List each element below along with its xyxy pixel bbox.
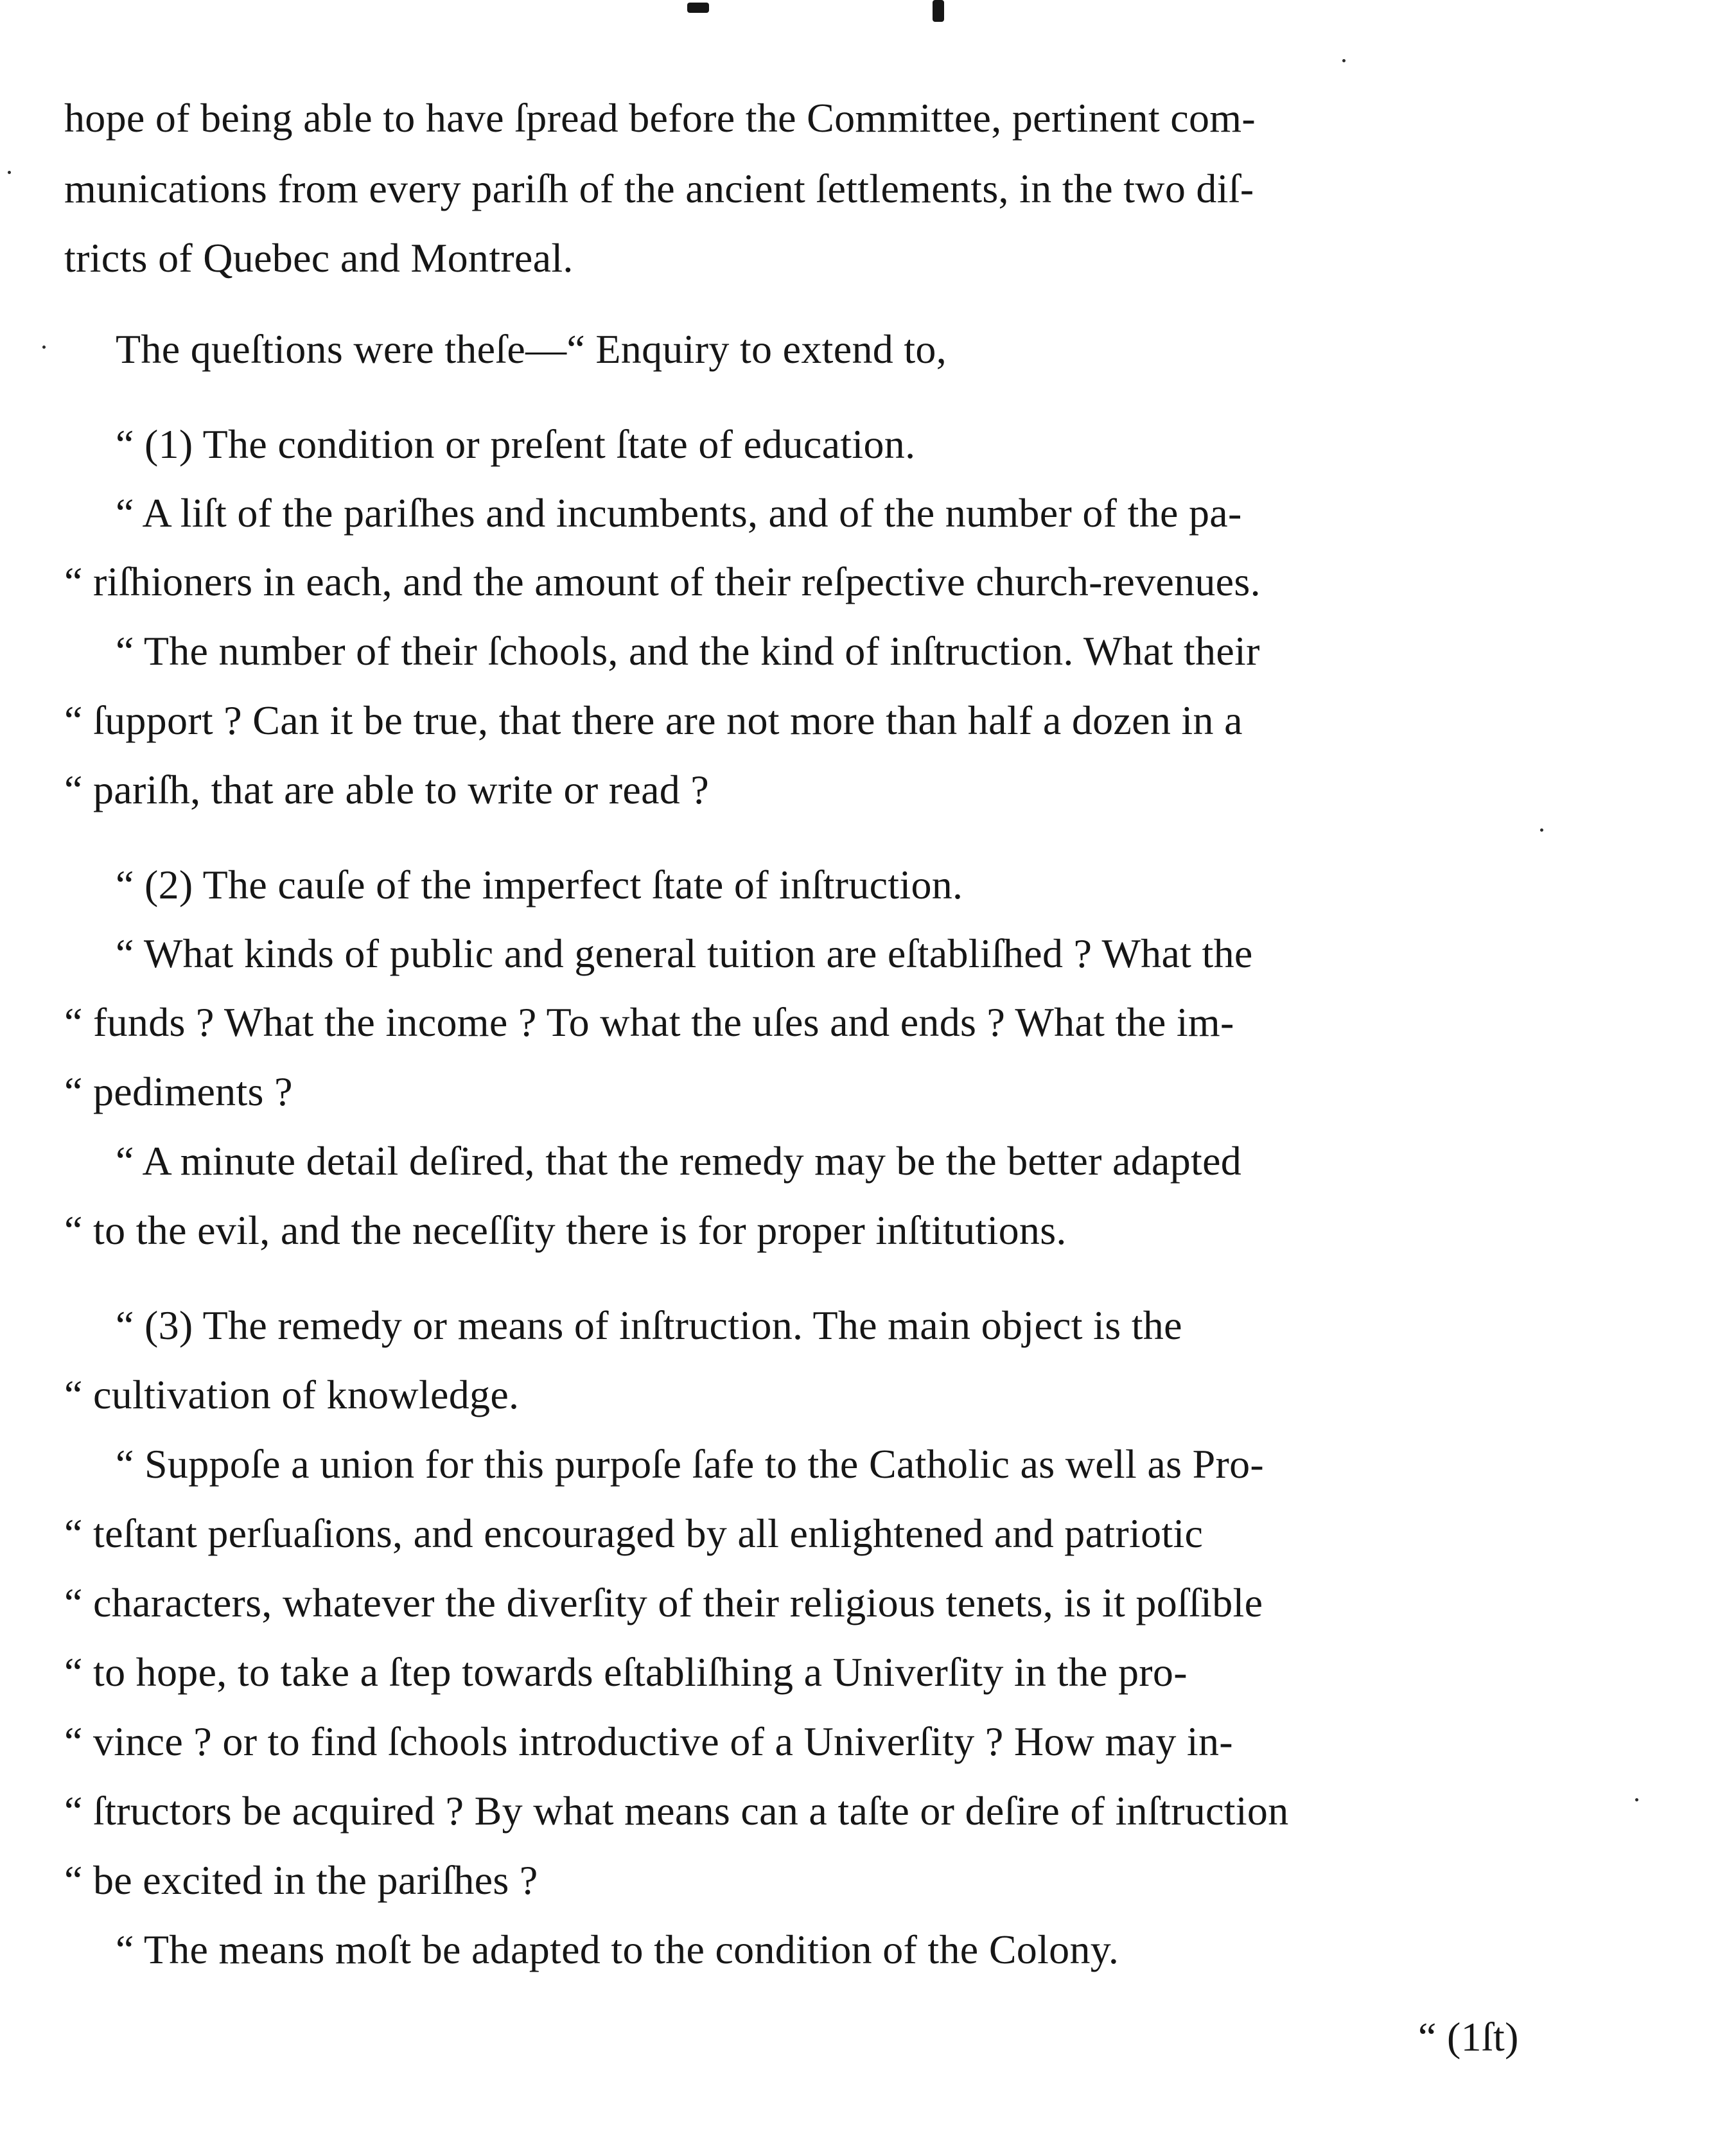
text-line: “ to the evil, and the neceſſity there is for proper inſtitutions. xyxy=(64,1207,1067,1253)
text-line: “ characters, whatever the diverſity of their religious tenets, is it poſſible xyxy=(64,1580,1263,1625)
ink-mark xyxy=(687,3,709,13)
text-line: “ A liſt of the pariſhes and incumbents, and of the number of the pa- xyxy=(116,490,1242,536)
ink-speck xyxy=(42,346,46,349)
ink-mark xyxy=(933,0,944,22)
text-line: “ (3) The remedy or means of inſtruction. The main object is the xyxy=(116,1302,1182,1348)
text-line: hope of being able to have ſpread before the Committee, pertinent com- xyxy=(64,95,1256,141)
text-line: “ riſhioners in each, and the amount of their reſpective church-revenues. xyxy=(64,559,1261,604)
text-line: “ pariſh, that are able to write or read ? xyxy=(64,767,710,812)
text-line: “ (1) The condition or preſent ſtate of education. xyxy=(116,421,916,467)
text-line: “ pediments ? xyxy=(64,1069,293,1114)
text-line: munications from every pariſh of the ancient ſettlements, in the two diſ- xyxy=(64,166,1254,211)
text-line: “ What kinds of public and general tuition are eſtabliſhed ? What the xyxy=(116,931,1253,976)
ink-speck xyxy=(8,171,11,174)
text-line: “ Suppoſe a union for this purpoſe ſafe to the Catholic as well as Pro- xyxy=(116,1441,1265,1487)
text-line: “ to hope, to take a ſtep towards eſtabliſhing a Univerſity in the pro- xyxy=(64,1649,1188,1695)
text-line: “ teſtant perſuaſions, and encouraged by all enlightened and patriotic xyxy=(64,1510,1204,1556)
ink-speck xyxy=(1342,59,1346,62)
text-line: tricts of Quebec and Montreal. xyxy=(64,235,574,281)
text-line: The queſtions were theſe—“ Enquiry to extend to, xyxy=(116,326,947,372)
text-line: “ (2) The cauſe of the imperfect ſtate of inſtruction. xyxy=(116,862,963,907)
text-line: “ The means moſt be adapted to the condition of the Colony. xyxy=(116,1927,1119,1972)
text-line: “ ſtructors be acquired ? By what means can a taſte or deſire of inſtruction xyxy=(64,1788,1289,1834)
text-line: “ funds ? What the income ? To what the uſes and ends ? What the im- xyxy=(64,999,1234,1045)
catchword: “ (1ſt) xyxy=(1418,2014,1519,2060)
text-line: “ cultivation of knowledge. xyxy=(64,1372,520,1417)
ink-speck xyxy=(1540,828,1543,832)
ink-speck xyxy=(1635,1798,1638,1801)
text-line: “ The number of their ſchools, and the kind of inſtruction. What their xyxy=(116,628,1260,674)
text-line: “ ſupport ? Can it be true, that there are not more than half a dozen in a xyxy=(64,697,1243,743)
text-line: “ vince ? or to find ſchools introductive of a Univerſity ? How may in- xyxy=(64,1719,1233,1764)
text-line: “ be excited in the pariſhes ? xyxy=(64,1857,538,1903)
text-line: “ A minute detail deſired, that the remedy may be the better adapted xyxy=(116,1138,1242,1184)
